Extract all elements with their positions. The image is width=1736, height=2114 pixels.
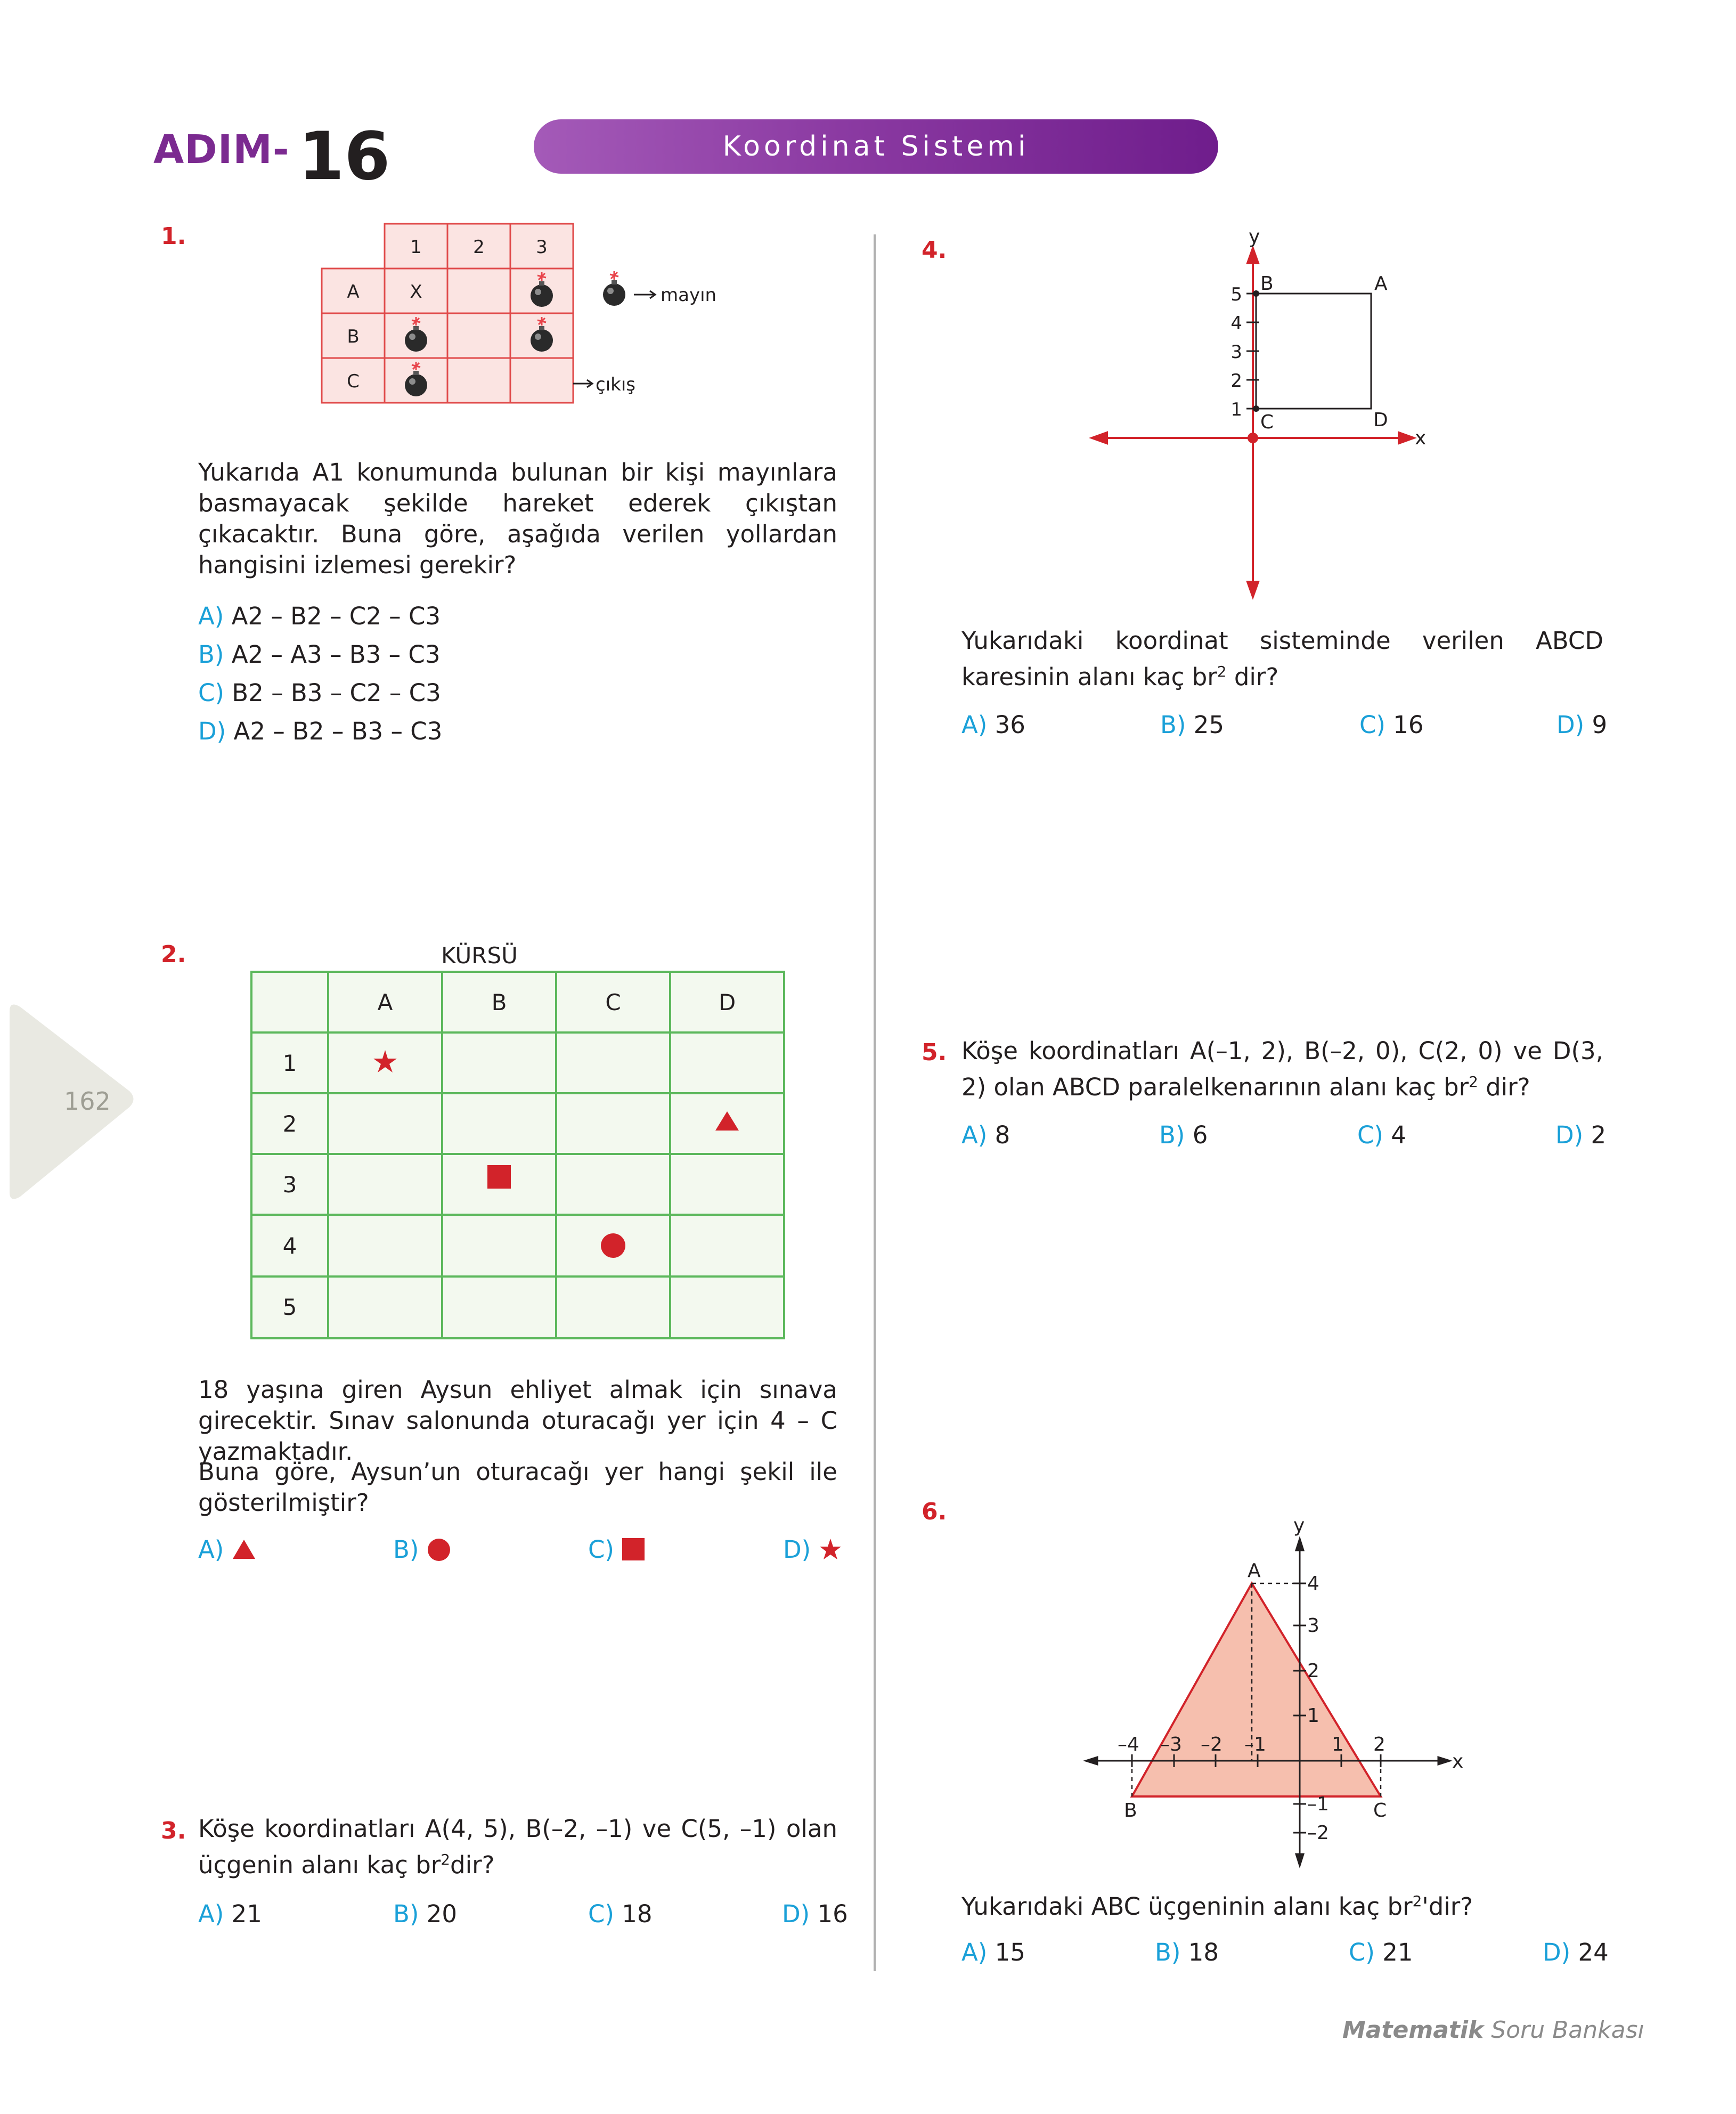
q5-number: 5. <box>922 1039 947 1066</box>
q4-option-a[interactable]: A) 36 <box>961 711 1025 739</box>
point-label: D <box>1373 409 1388 431</box>
x-tick-label: –4 <box>1118 1734 1139 1755</box>
q1-col-label: 1 <box>410 237 422 258</box>
q6-text: Yukarıdaki ABC üçgeninin alanı kaç $br^2'dir$? <box>961 1892 1473 1921</box>
point-label: C <box>1260 411 1274 433</box>
footer-brand: Matematik Soru Bankası <box>1342 2017 1644 2044</box>
y-axis-label: y <box>1249 226 1260 248</box>
y-tick-label: 1 <box>1307 1705 1319 1727</box>
q4-option-d[interactable]: D) 9 <box>1556 711 1608 739</box>
q4-option-b[interactable]: B) 25 <box>1160 711 1225 739</box>
y-tick-label: 3 <box>1307 1615 1319 1637</box>
q4-option-c[interactable]: C) 16 <box>1359 711 1424 739</box>
q2-text-1: 18 yaşına giren Aysun ehliyet almak için sınava girecektir. Sınav salonunda oturacağı yer için 4 – C yazmaktadır. <box>198 1376 837 1466</box>
y-tick-label: 2 <box>1230 370 1242 392</box>
q1-option-d[interactable]: D) A2 – B2 – B3 – C3 <box>198 717 443 745</box>
q1-option-a[interactable]: A) A2 – B2 – C2 – C3 <box>198 602 441 630</box>
q5-option-c[interactable]: C) 4 <box>1357 1121 1406 1149</box>
q2-option-d[interactable]: D) <box>783 1534 842 1565</box>
q6-option-c[interactable]: C) 21 <box>1349 1938 1413 1966</box>
q3-text: Köşe koordinatları A(4, 5), B(–2, –1) ve C(5, –1) olan üçgenin alanı kaç $br^2dir$? <box>198 1815 837 1879</box>
q1-mine-grid <box>320 221 746 413</box>
q2-option-a[interactable]: A) <box>198 1534 256 1565</box>
q1-col-label: 2 <box>473 237 485 258</box>
circle-icon <box>427 1538 451 1562</box>
q3-option-a[interactable]: A) 21 <box>198 1900 262 1928</box>
q5-option-d[interactable]: D) 2 <box>1555 1121 1607 1149</box>
q3-number: 3. <box>161 1817 186 1844</box>
step-label: ADIM- <box>153 127 290 173</box>
exit-label: çıkış <box>596 374 635 395</box>
q1-number: 1. <box>161 223 186 250</box>
q2-row-label: 4 <box>282 1233 297 1259</box>
q6-triangle-graph <box>1081 1513 1476 1875</box>
topic-banner: Koordinat Sistemi <box>534 119 1218 174</box>
point-label: A <box>1374 273 1388 295</box>
star-icon <box>819 1538 842 1561</box>
mine-legend-icon <box>603 271 625 306</box>
point-label: A <box>1248 1560 1261 1582</box>
q1-col-label: 3 <box>536 237 548 258</box>
x-tick-label: –3 <box>1160 1734 1182 1755</box>
page-number: 162 <box>64 1087 111 1116</box>
q6-number: 6. <box>922 1498 947 1525</box>
q2-col-label: B <box>491 989 507 1015</box>
q2-number: 2. <box>161 941 186 968</box>
q4-text: Yukarıdaki koordinat sisteminde verilen ABCD karesinin alanı kaç $br^2$ dir? <box>961 627 1603 691</box>
x-axis-label: x <box>1452 1751 1464 1772</box>
y-tick-label: 5 <box>1230 284 1242 305</box>
q5-text: Köşe koordinatları A(–1, 2), B(–2, 0), C(2, 0) ve D(3, 2) olan ABCD paralelkenarının alanı kaç $br^2$ dir? <box>961 1037 1603 1101</box>
q2-row-label: 1 <box>282 1050 297 1076</box>
podium-label: KÜRSÜ <box>441 942 518 969</box>
q2-col-label: C <box>605 989 621 1015</box>
q1-option-c[interactable]: C) B2 – B3 – C2 – C3 <box>198 679 441 707</box>
y-axis-label: y <box>1293 1515 1305 1536</box>
q6-option-d[interactable]: D) 24 <box>1543 1938 1609 1966</box>
q5-option-b[interactable]: B) 6 <box>1159 1121 1208 1149</box>
q2-row-label: 2 <box>282 1111 297 1137</box>
x-tick-label: 2 <box>1373 1734 1385 1755</box>
q1-text: Yukarıda A1 konumunda bulunan bir kişi mayınlara basmayacak şekilde hareket ederek çıkıştan çıkacaktır. Buna göre, aşağıda verilen yollardan hangisini izlemesi gerekir? <box>198 458 837 579</box>
y-tick-label: 4 <box>1307 1573 1319 1595</box>
y-tick-label: –1 <box>1307 1793 1329 1815</box>
square-icon <box>622 1538 645 1561</box>
q2-option-c[interactable]: C) <box>588 1534 645 1565</box>
square-icon <box>487 1165 511 1189</box>
point-label: C <box>1373 1800 1387 1822</box>
point-label: B <box>1124 1800 1137 1822</box>
q2-option-b[interactable]: B) <box>393 1534 451 1565</box>
x-tick-label: –1 <box>1244 1734 1266 1755</box>
q1-start-mark: X <box>410 281 422 303</box>
q3-option-b[interactable]: B) 20 <box>393 1900 458 1928</box>
q1-row-label: C <box>347 371 360 392</box>
q2-row-label: 5 <box>282 1294 297 1320</box>
q4-coordinate-plane <box>1087 224 1460 607</box>
column-divider <box>874 234 876 1971</box>
q2-seating-grid <box>245 938 788 1343</box>
y-tick-label: 3 <box>1230 342 1242 363</box>
y-tick-label: 1 <box>1230 399 1242 420</box>
q6-option-b[interactable]: B) 18 <box>1155 1938 1219 1966</box>
q5-option-a[interactable]: A) 8 <box>961 1121 1010 1149</box>
x-tick-label: 1 <box>1332 1734 1344 1755</box>
point-label: B <box>1260 273 1274 295</box>
q1-row-label: A <box>347 281 360 303</box>
y-tick-label: –2 <box>1307 1822 1329 1844</box>
y-tick-label: 4 <box>1230 313 1242 334</box>
q1-option-b[interactable]: B) A2 – A3 – B3 – C3 <box>198 640 441 669</box>
triangle-abc <box>1132 1583 1381 1796</box>
y-tick-label: 2 <box>1307 1660 1319 1682</box>
x-tick-label: –2 <box>1201 1734 1222 1755</box>
step-number: 16 <box>298 118 390 195</box>
q1-row-label: B <box>347 326 360 347</box>
q3-option-d[interactable]: D) 16 <box>782 1900 848 1928</box>
q2-col-label: A <box>377 989 393 1015</box>
q6-option-a[interactable]: A) 15 <box>961 1938 1025 1966</box>
q2-row-label: 3 <box>282 1172 297 1198</box>
q2-text-2: Buna göre, Aysun’un oturacağı yer hangi şekil ile gösterilmiştir? <box>198 1458 837 1517</box>
q4-number: 4. <box>922 237 947 264</box>
triangle-icon <box>232 1539 256 1560</box>
x-axis-label: x <box>1415 427 1427 449</box>
q2-col-label: D <box>718 989 736 1015</box>
q3-option-c[interactable]: C) 18 <box>588 1900 653 1928</box>
mine-legend-label: mayın <box>661 284 717 306</box>
circle-icon <box>601 1233 625 1258</box>
